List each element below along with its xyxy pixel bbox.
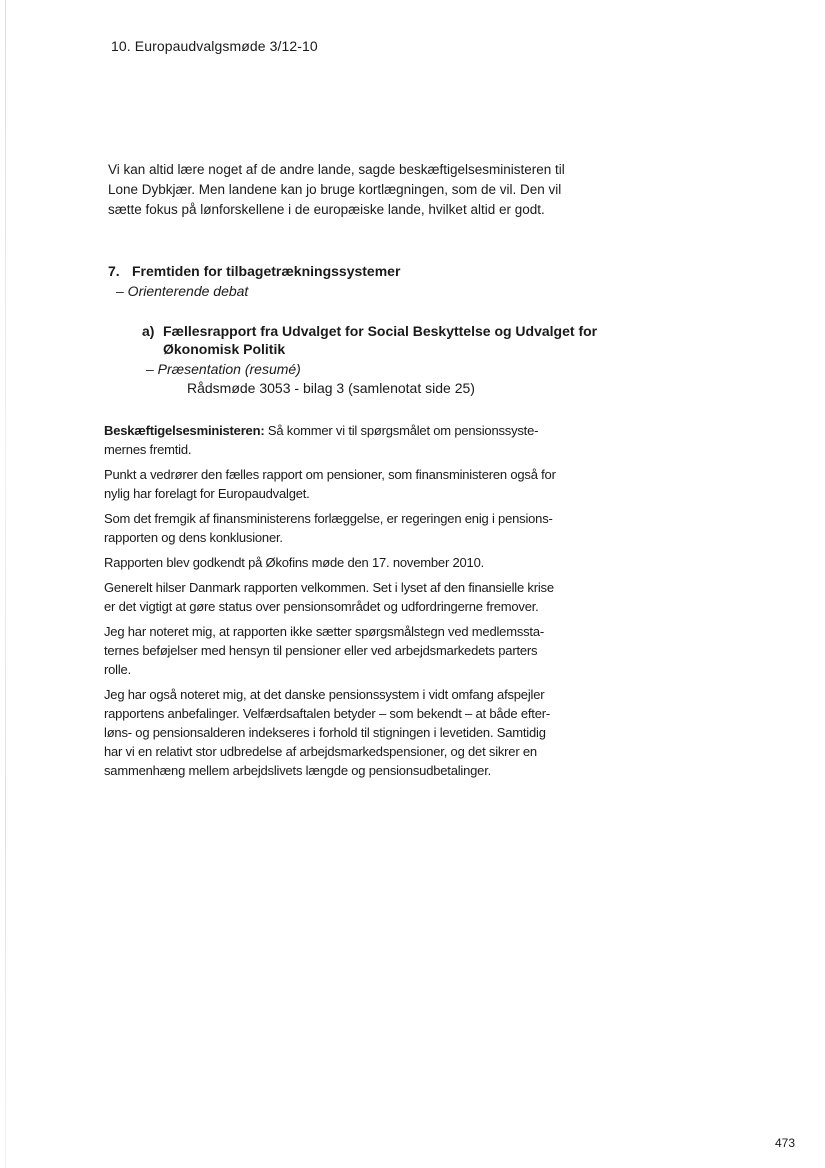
section-title: Fremtiden for tilbagetrækningssystemer xyxy=(132,263,401,279)
subsection-title-line2: Økonomisk Politik xyxy=(163,341,286,357)
body-line: sammenhæng mellem arbejdslivets længde og pensionsudbetalinger. xyxy=(104,763,492,778)
body-paragraph xyxy=(104,578,594,616)
body-paragraph xyxy=(104,465,594,503)
body-line: Jeg har også noteret mig, at det danske pensionssystem i vidt omfang afspejler xyxy=(104,687,545,702)
body-paragraph xyxy=(104,553,594,572)
speaker-label: Beskæftigelsesministeren: xyxy=(104,423,265,438)
body-line: løns- og pensionsalderen indekseres i forhold til stigningen i levetiden. Samtidig xyxy=(104,725,546,740)
body-line: Rapporten blev godkendt på Økofins møde den 17. november 2010. xyxy=(104,555,485,570)
body-line: rapportens anbefalinger. Velfærdsaftalen betyder – som bekendt – at både efter- xyxy=(104,706,550,721)
minutes-body xyxy=(104,421,594,786)
subsection-title-line1: Fællesrapport fra Udvalget for Social Beskyttelse og Udvalget for xyxy=(163,323,598,339)
body-line: Generelt hilser Danmark rapporten velkommen. Set i lyset af den finansielle krise xyxy=(104,580,554,595)
body-paragraph xyxy=(104,685,594,780)
body-line: nylig har forelagt for Europaudvalget. xyxy=(104,486,310,501)
body-paragraph xyxy=(104,509,594,547)
body-line: Som det fremgik af finansministerens forlæggelse, er regeringen enig i pensions- xyxy=(104,511,553,526)
intro-line: Lone Dybkjær. Men landene kan jo bruge kortlægningen, som de vil. Den vil xyxy=(108,182,562,197)
subsection-reference: Rådsmøde 3053 - bilag 3 (samlenotat side 25) xyxy=(187,380,475,396)
intro-line: sætte fokus på lønforskellene i de europæiske lande, hvilket altid er godt. xyxy=(108,202,545,217)
body-paragraph xyxy=(104,421,594,459)
page-number: 473 xyxy=(775,1136,796,1150)
subsection-letter: a) xyxy=(142,323,155,339)
body-line: ternes beføjelser med hensyn til pensioner eller ved arbejdsmarkedets parters xyxy=(104,643,538,658)
body-line: er det vigtigt at gøre status over pensionsområdet og udfordringerne fremover. xyxy=(104,599,539,614)
scan-edge-line xyxy=(5,0,6,1168)
body-line-text: Så kommer vi til spørgsmålet om pensionssyste- xyxy=(264,423,539,438)
intro-line: Vi kan altid lære noget af de andre lande, sagde beskæftigelsesministeren til xyxy=(108,162,565,177)
section-number: 7. xyxy=(108,263,120,279)
body-line: Punkt a vedrører den fælles rapport om pensioner, som finansministeren også for xyxy=(104,467,556,482)
body-line: rolle. xyxy=(104,662,131,677)
body-line xyxy=(104,421,594,440)
body-line: rapporten og dens konklusioner. xyxy=(104,530,283,545)
body-line: Jeg har noteret mig, at rapporten ikke sætter spørgsmålstegn ved medlemssta- xyxy=(104,624,544,639)
body-line: har vi en relativt stor udbredelse af arbejdsmarkedspensioner, og det sikrer en xyxy=(104,744,537,759)
page-header: 10. Europaudvalgsmøde 3/12-10 xyxy=(111,38,318,54)
body-paragraph xyxy=(104,622,594,679)
subsection-presentation: – Præsentation (resumé) xyxy=(146,361,301,377)
section-subtitle: – Orienterende debat xyxy=(116,283,249,299)
intro-paragraph xyxy=(108,160,608,220)
body-line: mernes fremtid. xyxy=(104,442,192,457)
